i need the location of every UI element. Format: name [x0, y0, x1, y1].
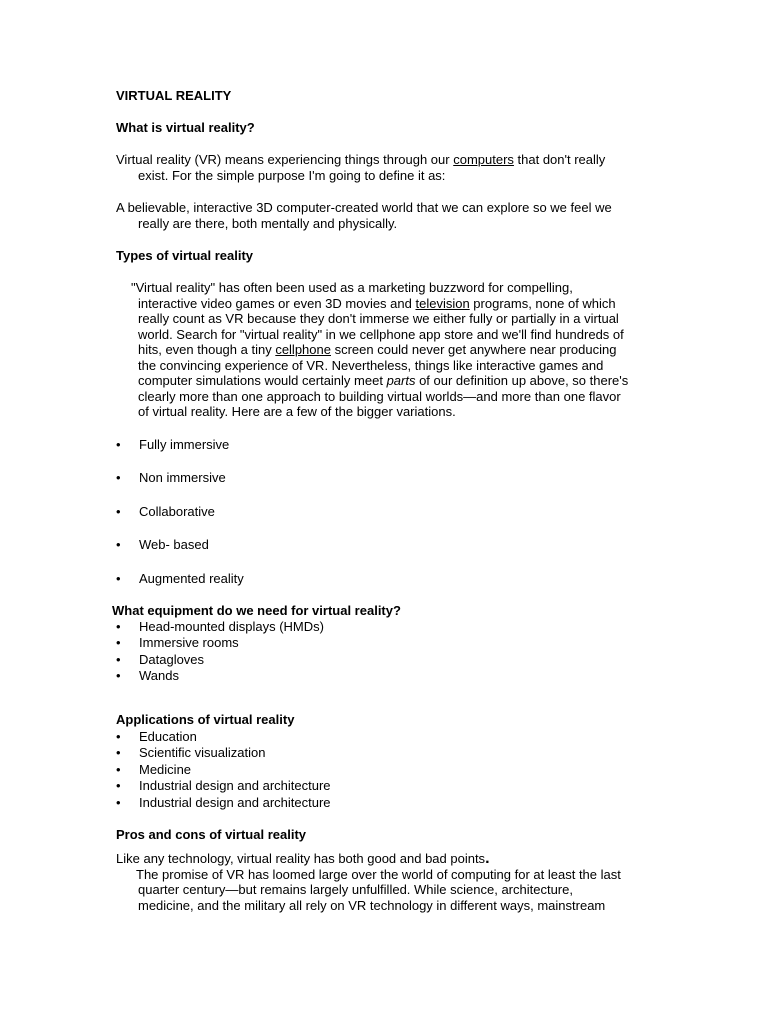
text-span: computer simulations would certainly meet — [138, 373, 387, 388]
pros-cons-paragraph — [116, 851, 686, 913]
types-list — [116, 437, 244, 604]
list-item-label: Augmented reality — [139, 570, 244, 586]
list-item-label: Immersive rooms — [139, 635, 239, 651]
vr-definition-paragraph — [116, 152, 676, 183]
bullet-icon: • — [116, 729, 121, 744]
definition-paragraph — [116, 200, 676, 231]
text-line: medicine, and the military all rely on VR technology in different ways, mainstream — [138, 897, 606, 913]
list-item — [116, 504, 244, 537]
heading-what-is-vr: What is virtual reality? — [116, 120, 255, 135]
list-item — [116, 778, 331, 794]
list-item-label: Fully immersive — [139, 437, 230, 452]
text-line: quarter century—but remains largely unfulfilled. While science, architecture, — [138, 882, 573, 897]
applications-list — [116, 729, 331, 811]
list-item-label: Medicine — [139, 761, 192, 777]
bullet-icon: • — [116, 503, 121, 519]
bullet-icon: • — [116, 651, 121, 667]
list-item — [116, 537, 244, 570]
text-line: exist. For the simple purpose I'm going to define it as: — [138, 167, 446, 183]
list-item — [116, 745, 331, 761]
list-item — [116, 635, 324, 651]
text-span: . — [485, 850, 490, 867]
list-item — [116, 762, 331, 778]
list-item-label: Head-mounted displays (HMDs) — [139, 619, 324, 634]
list-item — [116, 470, 244, 503]
bullet-icon: • — [116, 778, 121, 794]
bullet-icon: • — [116, 470, 121, 486]
bullet-icon: • — [116, 761, 121, 777]
list-item-label: Datagloves — [139, 651, 205, 667]
bullet-icon: • — [116, 537, 121, 553]
bullet-icon: • — [116, 745, 121, 761]
text-line: world. Search for "virtual reality" in we cellphone app store and we'll find hundreds of — [138, 326, 624, 342]
text-line: of virtual reality. Here are a few of the bigger variations. — [138, 404, 456, 419]
heading-equipment: What equipment do we need for virtual reality? — [112, 603, 401, 618]
bullet-icon: • — [116, 570, 121, 586]
text-line: really are there, both mentally and physically. — [138, 215, 398, 231]
list-item — [116, 795, 331, 811]
list-item-label: Collaborative — [139, 503, 215, 519]
bullet-icon: • — [116, 668, 121, 684]
bullet-icon: • — [116, 619, 121, 634]
list-item-label: Industrial design and architecture — [139, 778, 331, 794]
list-item-label: Scientific visualization — [139, 745, 266, 761]
text-line: The promise of VR has loomed large over the world of computing for at least the last — [136, 866, 621, 882]
list-item-label: Wands — [139, 668, 179, 684]
types-paragraph — [116, 280, 686, 420]
text-line: "Virtual reality" has often been used as a marketing buzzword for compelling, — [131, 280, 573, 295]
text-span: interactive video games or even 3D movies and — [138, 295, 416, 311]
text-span: hits, even though a tiny — [138, 342, 276, 357]
text-span: Virtual reality (VR) means experiencing things through our — [116, 152, 454, 167]
heading-applications: Applications of virtual reality — [116, 712, 295, 727]
list-item-label: Education — [139, 729, 197, 744]
list-item — [116, 729, 331, 745]
list-item — [116, 652, 324, 668]
computers-link[interactable]: computers — [453, 152, 514, 167]
text-line: clearly more than one approach to building virtual worlds—and more than one flavor — [138, 388, 621, 404]
document-title: VIRTUAL REALITY — [116, 88, 232, 103]
bullet-icon: • — [116, 794, 121, 810]
cellphone-link[interactable]: cellphone — [275, 342, 331, 357]
text-span: Like any technology, virtual reality has both good and bad points — [116, 851, 486, 866]
text-span: of our definition up above, so there's — [415, 373, 629, 388]
list-item — [116, 571, 244, 604]
text-line: really count as VR because they don't immerse we either fully or partially in a virtual — [138, 311, 619, 326]
list-item — [116, 619, 324, 635]
text-span: that don't really — [513, 152, 606, 167]
equipment-list — [116, 619, 324, 685]
heading-pros-cons: Pros and cons of virtual reality — [116, 827, 306, 842]
emphasis: parts — [386, 373, 416, 388]
list-item — [116, 437, 244, 470]
television-link[interactable]: television — [415, 295, 470, 311]
text-line: A believable, interactive 3D computer-created world that we can explore so we feel we — [116, 200, 612, 215]
list-item-label: Non immersive — [139, 470, 226, 486]
list-item — [116, 668, 324, 684]
bullet-icon: • — [116, 635, 121, 651]
text-span: programs, none of which — [469, 295, 616, 311]
list-item-label: Industrial design and architecture — [139, 794, 331, 810]
text-span: screen could never get anywhere near producing — [330, 342, 617, 357]
text-line: the convincing experience of VR. Nevertheless, things like interactive games and — [138, 357, 604, 373]
heading-types: Types of virtual reality — [116, 248, 254, 263]
list-item-label: Web- based — [139, 537, 209, 553]
bullet-icon: • — [116, 437, 121, 452]
